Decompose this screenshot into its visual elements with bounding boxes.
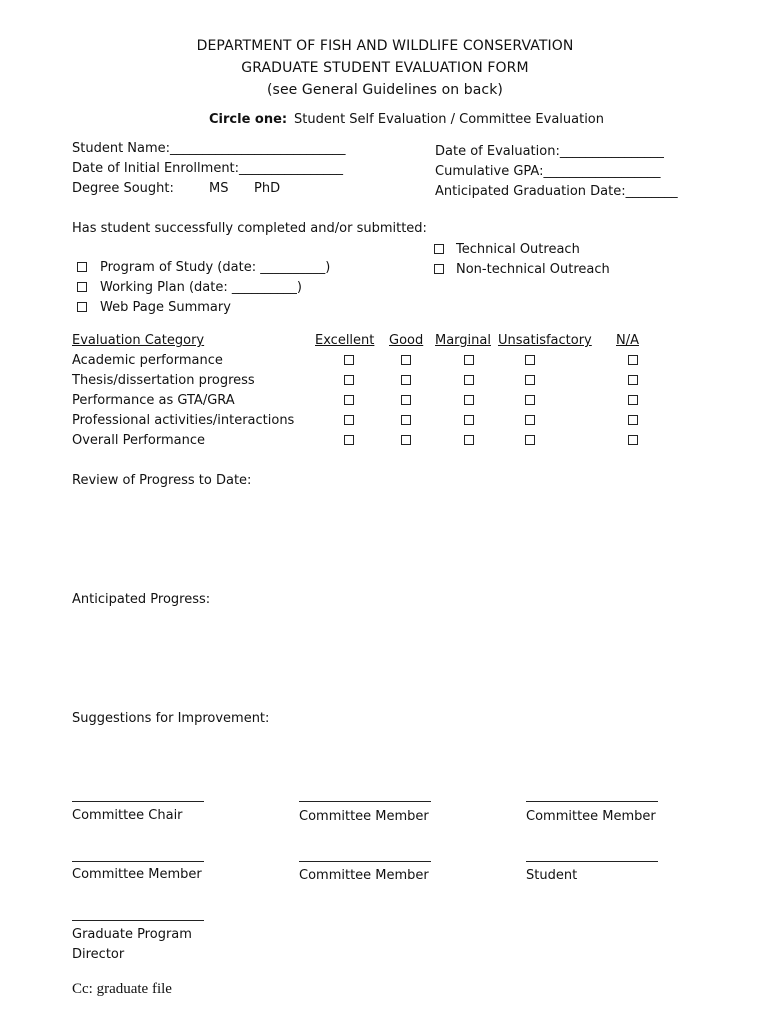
signature-line[interactable] xyxy=(299,801,431,802)
rating-checkbox[interactable] xyxy=(525,415,535,425)
web-page-summary-checkbox[interactable] xyxy=(77,302,87,312)
eval-row-thesis: Thesis/dissertation progress xyxy=(72,373,255,388)
rating-checkbox[interactable] xyxy=(628,355,638,365)
rating-checkbox[interactable] xyxy=(344,355,354,365)
review-progress-label: Review of Progress to Date: xyxy=(72,473,252,488)
rating-checkbox[interactable] xyxy=(344,375,354,385)
guidelines-note: (see General Guidelines on back) xyxy=(267,82,503,98)
degree-sought-label: Degree Sought: xyxy=(72,181,174,196)
working-plan-label: Working Plan (date: __________) xyxy=(100,280,302,295)
enrollment-date-field[interactable]: Date of Initial Enrollment:________________ xyxy=(72,161,344,176)
eval-header-na: N/A xyxy=(616,333,639,348)
working-plan-checkbox[interactable] xyxy=(77,282,87,292)
rating-checkbox[interactable] xyxy=(344,435,354,445)
rating-checkbox[interactable] xyxy=(628,375,638,385)
eval-row-overall: Overall Performance xyxy=(72,433,205,448)
degree-phd-option[interactable]: PhD xyxy=(254,181,281,196)
signature-line[interactable] xyxy=(72,920,204,921)
eval-header-marginal: Marginal xyxy=(435,333,491,348)
technical-outreach-checkbox[interactable] xyxy=(434,244,444,254)
eval-row-professional: Professional activities/interactions xyxy=(72,413,295,428)
rating-checkbox[interactable] xyxy=(401,355,411,365)
signature-line[interactable] xyxy=(72,801,204,802)
signature-line[interactable] xyxy=(72,861,204,862)
program-of-study-label: Program of Study (date: __________) xyxy=(100,260,331,275)
student-signature-label: Student xyxy=(526,868,578,883)
signature-line[interactable] xyxy=(526,861,658,862)
rating-checkbox[interactable] xyxy=(464,435,474,445)
rating-checkbox[interactable] xyxy=(401,435,411,445)
committee-chair-label: Committee Chair xyxy=(72,808,183,823)
student-name-field[interactable]: Student Name:___________________________ xyxy=(72,141,346,156)
committee-member-label: Committee Member xyxy=(299,868,429,883)
rating-checkbox[interactable] xyxy=(401,395,411,405)
nontechnical-outreach-label: Non-technical Outreach xyxy=(456,262,610,277)
eval-header-unsatisfactory: Unsatisfactory xyxy=(498,333,592,348)
committee-member-label: Committee Member xyxy=(72,867,202,882)
circle-one-prefix: Circle one: xyxy=(209,112,288,127)
rating-checkbox[interactable] xyxy=(464,375,474,385)
rating-checkbox[interactable] xyxy=(464,395,474,405)
circle-one-label xyxy=(209,112,287,127)
nontechnical-outreach-checkbox[interactable] xyxy=(434,264,444,274)
signature-line[interactable] xyxy=(299,861,431,862)
rating-checkbox[interactable] xyxy=(525,355,535,365)
rating-checkbox[interactable] xyxy=(525,375,535,385)
eval-header-good: Good xyxy=(389,333,424,348)
cc-note: Cc: graduate file xyxy=(72,981,172,997)
form-title: GRADUATE STUDENT EVALUATION FORM xyxy=(241,60,529,76)
rating-checkbox[interactable] xyxy=(344,395,354,405)
rating-checkbox[interactable] xyxy=(401,375,411,385)
rating-checkbox[interactable] xyxy=(628,395,638,405)
program-of-study-checkbox[interactable] xyxy=(77,262,87,272)
rating-checkbox[interactable] xyxy=(401,415,411,425)
director-label: Director xyxy=(72,947,125,962)
evaluation-date-field[interactable]: Date of Evaluation:________________ xyxy=(435,144,664,159)
rating-checkbox[interactable] xyxy=(344,415,354,425)
suggestions-label: Suggestions for Improvement: xyxy=(72,711,270,726)
degree-ms-option[interactable]: MS xyxy=(209,181,229,196)
eval-row-gta-gra: Performance as GTA/GRA xyxy=(72,393,235,408)
cumulative-gpa-field[interactable]: Cumulative GPA:__________________ xyxy=(435,164,661,179)
eval-header-category: Evaluation Category xyxy=(72,333,205,348)
completion-question: Has student successfully completed and/or submitted: xyxy=(72,221,427,236)
rating-checkbox[interactable] xyxy=(628,435,638,445)
evaluation-type-options[interactable]: Student Self Evaluation / Committee Evaluation xyxy=(294,112,605,127)
eval-header-excellent: Excellent xyxy=(315,333,375,348)
department-heading: DEPARTMENT OF FISH AND WILDLIFE CONSERVATION xyxy=(196,38,574,54)
web-page-summary-label: Web Page Summary xyxy=(100,300,231,315)
anticipated-progress-label: Anticipated Progress: xyxy=(72,592,211,607)
rating-checkbox[interactable] xyxy=(628,415,638,425)
rating-checkbox[interactable] xyxy=(525,435,535,445)
rating-checkbox[interactable] xyxy=(464,355,474,365)
committee-member-label: Committee Member xyxy=(526,809,656,824)
graduate-program-label: Graduate Program xyxy=(72,927,192,942)
rating-checkbox[interactable] xyxy=(525,395,535,405)
technical-outreach-label: Technical Outreach xyxy=(456,242,580,257)
committee-member-label: Committee Member xyxy=(299,809,429,824)
eval-row-academic: Academic performance xyxy=(72,353,223,368)
signature-line[interactable] xyxy=(526,801,658,802)
rating-checkbox[interactable] xyxy=(464,415,474,425)
graduation-date-field[interactable]: Anticipated Graduation Date:________ xyxy=(435,184,678,199)
